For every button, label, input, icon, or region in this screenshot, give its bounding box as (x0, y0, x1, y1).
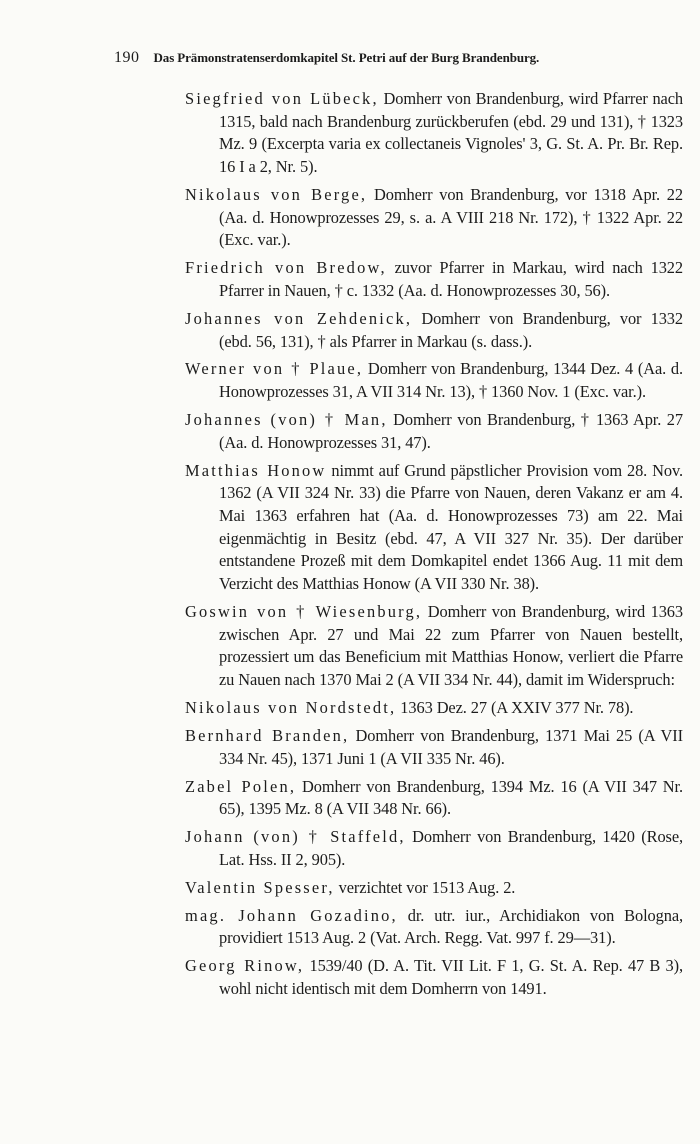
list-item (185, 257, 683, 302)
entry-text: Domherr von Brandenburg, 1394 Mz. 16 (A VII 347 Nr. 65), 1395 Mz. 8 (A VII 348 Nr. 66). (219, 776, 683, 819)
list-item (185, 725, 683, 770)
entry-name: Nikolaus von Berge, (185, 185, 368, 204)
list-item (185, 905, 683, 950)
entry-text: Domherr von Brandenburg, 1420 (Rose, Lat. Hss. II 2, 905). (219, 827, 683, 869)
entry-text: Domherr von Brandenburg, † 1363 Apr. 27 (Aa. d. Honowprozesses 31, 47). (219, 410, 683, 452)
entry-name: Friedrich von Bredow, (185, 258, 387, 278)
page-header (114, 49, 654, 67)
entry-name: Johannes (von) † Man, (185, 410, 388, 430)
entry-name: Georg Rinow, (185, 956, 305, 976)
entry-text: Domherr von Brandenburg, vor 1332 (ebd. 56, 131), † als Pfarrer in Markau (s. dass.). (219, 308, 683, 351)
entry-name: Siegfried von Lübeck, (185, 89, 379, 108)
entry-name: Werner von † Plaue, (185, 359, 364, 379)
list-item (185, 308, 683, 353)
page-number: 190 (114, 49, 140, 66)
entry-text: Domherr von Brandenburg, 1344 Dez. 4 (Aa. d. Honowprozesses 31, A VII 314 Nr. 13), † 1360 Nov. 1 (Exc. var.). (219, 359, 683, 402)
entry-text: zuvor Pfarrer in Markau, wird nach 1322 Pfarrer in Nauen, † c. 1332 (Aa. d. Honowprozesses 30, 56). (219, 258, 683, 300)
entry-name: Nikolaus von Nordstedt, (185, 698, 397, 718)
entry-text: Domherr von Brandenburg, vor 1318 Apr. 22 (Aa. d. Honowprozesses 29, s. a. A VIII 218 Nr. 172), † 1322 Apr. 22 (Exc. var.). (219, 185, 683, 250)
entry-text: verzichtet vor 1513 Aug. 2. (334, 877, 516, 897)
entry-name: Matthias Honow (185, 460, 327, 480)
entry-name: Valentin Spesser, (185, 877, 335, 897)
list-item (185, 877, 683, 900)
entry-text: 1539/40 (D. A. Tit. VII Lit. F 1, G. St. A. Rep. 47 B 3), wohl nicht identisch mit dem Domherrn von 1491. (219, 956, 683, 998)
list-item (185, 697, 683, 720)
entry-name: Johannes von Zehdenick, (185, 308, 413, 328)
list-item (185, 826, 683, 871)
list-item (185, 601, 683, 692)
entry-name: Goswin von † Wiesenburg, (185, 602, 423, 622)
entry-text: Domherr von Brandenburg, 1371 Mai 25 (A VII 334 Nr. 45), 1371 Juni 1 (A VII 335 Nr. 46). (219, 725, 683, 768)
list-item (185, 776, 683, 821)
list-item (185, 955, 683, 1000)
entry-text: Domherr von Brandenburg, wird 1363 zwischen Apr. 27 und Mai 22 zum Pfarrer von Nauen bestellt, prozessiert um das Beneficium mit Matthias Honow, verliert die Pfarre zu Nauen nach 1370 Mai 2 (A VII 334 Nr. 44), damit im Widerspruch: (219, 602, 683, 690)
entry-name: mag. Johann Gozadino, (185, 905, 398, 925)
entry-text: dr. utr. iur., Archidiakon von Bologna, providiert 1513 Aug. 2 (Vat. Arch. Regg. Vat. 997 f. 29—31). (219, 905, 683, 948)
entry-list (185, 88, 683, 1006)
entry-name: Johann (von) † Staffeld, (185, 827, 406, 847)
list-item (185, 409, 683, 454)
list-item (185, 184, 683, 252)
list-item (185, 88, 683, 179)
list-item (185, 460, 683, 596)
entry-name: Zabel Polen, (185, 776, 297, 796)
entry-text: Domherr von Brandenburg, wird Pfarrer nach 1315, bald nach Brandenburg zurückberufen (ebd. 29 und 131), † 1323 Mz. 9 (Excerpta varia ex collectaneis Vignoles' 3, G. St. A. Pr. Br. Rep. 16 I a 2, Nr. 5). (219, 89, 683, 177)
entry-name: Bernhard Branden, (185, 725, 350, 745)
list-item (185, 358, 683, 403)
running-title: Das Prämonstratenserdomkapitel St. Petri auf der Burg Brandenburg. (153, 50, 540, 65)
entry-text: 1363 Dez. 27 (A XXIV 377 Nr. 78). (396, 698, 634, 718)
entry-text: nimmt auf Grund päpstlicher Provision vom 28. Nov. 1362 (A VII 324 Nr. 33) die Pfarre von Nauen, deren Vakanz er am 4. Mai 1363 erfahren hat (Aa. d. Honowprozesses 73) am 22. Mai eigenmächtig in Besitz (ebd. 47, A VII 327 Nr. 35). Der darüber entstandene Prozeß mit dem Domkapitel endet 1366 Aug. 11 mit dem Verzicht des Matthias Honow (A VII 330 Nr. 38). (219, 460, 683, 594)
